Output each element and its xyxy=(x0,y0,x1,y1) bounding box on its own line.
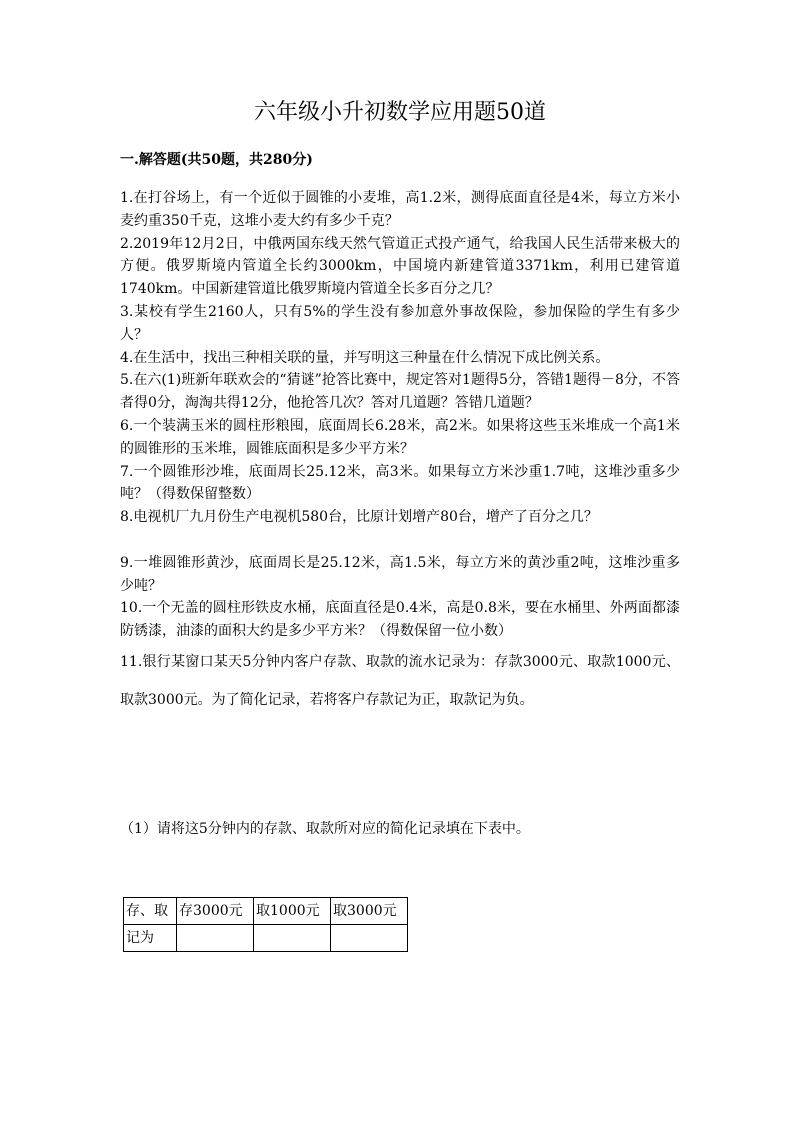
question-6: 6.一个装满玉米的圆柱形粮囤，底面周长6.28米，高2米。如果将这些玉米堆成一个高1米的圆锥形的玉米堆，圆锥底面积是多少平方米？ xyxy=(120,417,680,457)
question-10: 10.一个无盖的圆柱形铁皮水桶，底面直径是0.4米，高是0.8米，要在水桶里、外两面都漆防锈漆，油漆的面积大约是多少平方米？（得数保留一位小数） xyxy=(120,600,680,640)
table-header-row xyxy=(124,898,408,925)
page-title: 六年级小升初数学应用题50道 xyxy=(254,100,546,125)
question-11: 11.银行某窗口某天5分钟内客户存款、取款的流水记录为：存款3000元、取款1000元、取款3000元。为了简化记录，若将客户存款记为正，取款记为负。 xyxy=(120,653,680,708)
question-1: 1.在打谷场上，有一个近似于圆锥的小麦堆，高1.2米，测得底面直径是4米，每立方米小麦约重350千克，这堆小麦大约有多少千克？ xyxy=(120,190,680,229)
question-4: 4.在生活中，找出三种相关联的量，并写明这三种量在什么情况下成比例关系。 xyxy=(120,349,610,366)
question-5: 5.在六(1)班新年联欢会的“猜谜”抢答比赛中，规定答对1题得5分，答错1题得－8分，不答者得0分，淘淘共得12分，他抢答几次？答对几道题？答错几道题？ xyxy=(120,372,680,412)
table-header-cell: 存3000元 xyxy=(177,898,254,925)
question-2: 2.2019年12月2日，中俄两国东线天然气管道正式投产通气，给我国人民生活带来极大的方便。俄罗斯境内管道全长约3000km，中国境内新建管道3371km，利用已建管道1740km。中国新建管道比俄罗斯境内管道全长多百分之几？ xyxy=(120,235,680,298)
question-7: 7.一个圆锥形沙堆，底面周长25.12米，高3米。如果每立方米沙重1.7吨，这堆沙重多少吨？（得数保留整数） xyxy=(120,463,680,503)
table-answer-cell xyxy=(331,925,408,952)
table-row-label: 记为 xyxy=(124,925,177,952)
table-header-cell: 存、取 xyxy=(124,898,177,925)
table-header-cell: 取3000元 xyxy=(331,898,408,925)
section-heading: 一.解答题(共50题，共280分) xyxy=(120,152,313,168)
table-answer-cell xyxy=(177,925,254,952)
table-answer-cell xyxy=(254,925,331,952)
sub-question-1: （1）请将这5分钟内的存款、取款所对应的简化记录填在下表中。 xyxy=(120,821,530,837)
question-3: 3.某校有学生2160人，只有5%的学生没有参加意外事故保险，参加保险的学生有多少人？ xyxy=(120,303,680,343)
question-8: 8.电视机厂九月份生产电视机580台，比原计划增产80台，增产了百分之几？ xyxy=(120,509,598,526)
record-table xyxy=(123,897,408,952)
table-row xyxy=(124,925,408,952)
question-9: 9.一堆圆锥形黄沙，底面周长是25.12米，高1.5米，每立方米的黄沙重2吨，这堆沙重多少吨？ xyxy=(120,554,680,594)
question-list xyxy=(120,187,680,719)
table-header-cell: 取1000元 xyxy=(254,898,331,925)
